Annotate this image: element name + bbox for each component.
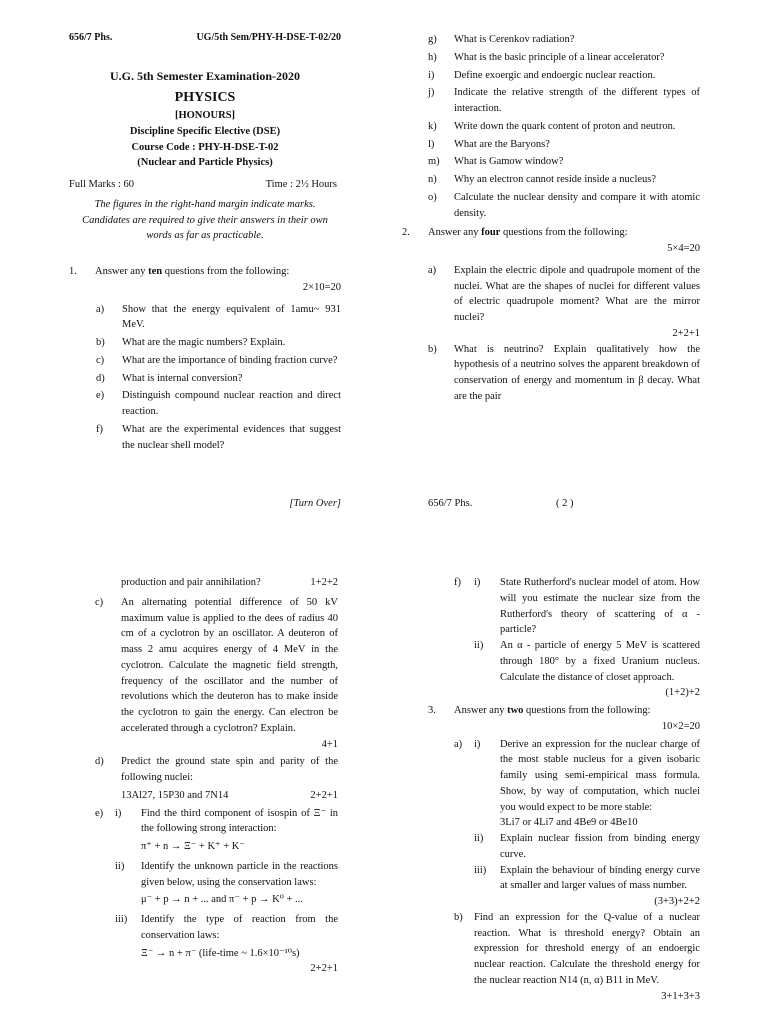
item-body (121, 754, 338, 803)
item-label: k) (428, 120, 437, 132)
question-instruction (454, 703, 700, 719)
item-body (121, 595, 338, 753)
question-2b-continued (95, 575, 338, 591)
list-item (428, 32, 700, 48)
question-1-items (96, 302, 341, 454)
item-label: m) (428, 156, 440, 168)
item-label: e) (95, 807, 104, 819)
item-marks: 2+2+1 (310, 963, 338, 975)
item-label: c) (96, 354, 105, 366)
item-marks: 4+1 (321, 738, 338, 750)
item-marks: 1+2+2 (310, 577, 338, 588)
item-text: Distinguish compound nuclear reaction and direct reaction. (122, 390, 341, 417)
item-label: i) (428, 69, 435, 81)
exam-title: U.G. 5th Semester Examination-2020 (109, 69, 301, 83)
question-2 (402, 225, 700, 241)
item-text: Define exoergic and endoergic nuclear reaction. (454, 69, 656, 81)
item-label: d) (95, 756, 104, 768)
sub-item-label: ii) (474, 640, 484, 651)
question-2b (428, 342, 700, 405)
sub-item-body (141, 912, 338, 977)
sub-item-body (500, 638, 700, 701)
sub-item-label: i) (474, 738, 481, 750)
question-2d (95, 754, 338, 803)
item-label: f) (454, 577, 461, 588)
item-text: Predict the ground state spin and parity of the following nuclei: (121, 756, 338, 783)
item-label: d) (96, 372, 105, 384)
sub-item-text: State Rutherford's nuclear model of atom. How will you estimate the nuclear size from the Rutherford's theory of scattering of α - particle? (500, 577, 700, 636)
sub-item-text: Find the third component of isospin of Ξ⁻ in the following strong interaction: (141, 807, 338, 835)
question-number: 2. (402, 227, 410, 239)
item-text: What is Cerenkov radiation? (454, 34, 575, 45)
sub-item (115, 806, 338, 859)
sub-item-body (141, 806, 338, 859)
question-marks: 5×4=20 (667, 243, 700, 254)
item-text: Find an expression for the Q-value of a nuclear reaction. What is threshold energy? Obtain an expression for threshold energy of an endoergic nuclear reaction. Calculate the threshold energy for the nuclear reaction N14 (n, α) B11 in MeV. (474, 911, 700, 986)
paper-code: 656/7 Phs. (69, 32, 113, 43)
list-item (96, 388, 341, 420)
item-text: What are the Baryons? (454, 138, 550, 150)
sub-item-label: iii) (115, 914, 128, 925)
course-ref: UG/5th Sem/PHY-H-DSE-T-02/20 (196, 32, 341, 43)
equation: Ξ⁻ → n + π⁻ (life-time ~ 1.6×10⁻¹⁰s) (141, 947, 300, 959)
item-text: production and pair annihilation? (121, 577, 261, 588)
sub-item-label: ii) (115, 860, 125, 872)
item-label: b) (454, 911, 463, 923)
sub-item-body (500, 863, 700, 910)
sub-item (474, 638, 700, 701)
list-item (428, 154, 700, 170)
list-item (428, 85, 700, 117)
item-text: Write down the quark content of proton and neutron. (454, 120, 676, 132)
sub-item-label: i) (115, 807, 122, 819)
item-marks: (1+2)+2 (665, 687, 700, 699)
question-3a (428, 737, 700, 910)
item-marks: 3+1+3+3 (661, 990, 700, 1002)
item-label: n) (428, 174, 437, 185)
page-1-header (69, 30, 341, 45)
sub-item (474, 831, 700, 863)
instruction-text-end: questions from the following: (523, 705, 651, 716)
question-number: 1. (69, 266, 77, 277)
instruction-text: Answer any (95, 266, 149, 277)
item-text: Calculate the nuclear density and compare it with atomic density. (454, 191, 700, 219)
question-3b (428, 910, 700, 1005)
equation: μ⁻ + p → n + ... and π⁻ + p → K⁰ + ... (141, 894, 303, 906)
instruction-count: ten (148, 266, 163, 277)
item-marks: 2+2+1 (310, 789, 338, 801)
question-number: 3. (428, 705, 436, 716)
list-item (428, 172, 700, 188)
question-3 (428, 703, 700, 719)
question-2a (428, 263, 700, 342)
item-text: What are the experimental evidences that suggest the nuclear shell model? (122, 423, 341, 451)
page-2 (402, 32, 700, 509)
item-text: Show that the energy equivalent of 1amu~ 931 MeV. (122, 303, 341, 331)
sub-item-text: Identify the unknown particle in the reactions given below, using the conservation laws: (141, 860, 338, 888)
turn-over: [Turn Over] (289, 498, 341, 509)
item-text: Why an electron cannot reside inside a nucleus? (454, 174, 657, 185)
question-2c (95, 595, 338, 753)
question-2f (428, 575, 700, 701)
page-1 (69, 30, 341, 509)
time-allowed: Time : 2½ Hours (265, 179, 337, 190)
sub-item-text: Explain the behaviour of binding energy curve at smaller and larger values of mass number. (500, 864, 700, 892)
list-item (96, 335, 341, 351)
item-text: What are the magic numbers? Explain. (122, 337, 286, 348)
item-label: c) (95, 596, 104, 608)
item-label: h) (428, 51, 437, 63)
sub-item-label: iii) (474, 864, 487, 876)
question-instruction (95, 264, 341, 280)
item-text: What is neutrino? Explain qualitatively how the hypothesis of a neutrino solves the apparent breakdown of conservation of energy and momentum in β decay. What are the pair (454, 343, 700, 402)
sub-item-text: Explain nuclear fission from binding energy curve. (500, 833, 700, 860)
item-label: j) (428, 87, 435, 99)
list-item (96, 353, 341, 369)
item-text: Indicate the relative strength of the different types of interaction. (454, 87, 700, 114)
page-4 (428, 575, 700, 1004)
item-body (474, 575, 700, 701)
instruction-count: two (507, 705, 524, 716)
nuclei-row (121, 788, 338, 804)
sub-item (115, 859, 338, 912)
item-label: l) (428, 138, 435, 150)
instruction-count: four (481, 227, 501, 239)
sub-item (474, 575, 700, 638)
item-label: o) (428, 191, 437, 203)
sub-item-label: ii) (474, 833, 484, 844)
item-text: What is the basic principle of a linear accelerator? (454, 51, 665, 63)
sub-item (474, 737, 700, 832)
item-body (115, 806, 338, 978)
item-text: What are the importance of binding fraction curve? (122, 354, 338, 366)
sub-item-text: Derive an expression for the nuclear charge of the most stable nucleus for a given isobaric family using semi-empirical mass formula. Show, by way of computation, which nuclei you would expect to be more stable: (500, 738, 700, 813)
page-3 (95, 575, 338, 977)
sub-item (115, 912, 338, 977)
page-2-footer (428, 496, 700, 512)
list-item (428, 50, 700, 66)
sub-item-text: Identify the type of reaction from the conservation laws: (141, 914, 338, 941)
subject-title: PHYSICS (174, 90, 236, 105)
instruction-text: Answer any (428, 227, 482, 239)
full-marks: Full Marks : 60 (69, 179, 135, 190)
instruction-text: Answer any (454, 705, 508, 716)
item-label: a) (428, 264, 437, 276)
item-label: b) (96, 337, 105, 348)
instruction-text-end: questions from the following: (162, 266, 290, 277)
sub-item (474, 863, 700, 910)
item-text: What is internal conversion? (122, 372, 243, 384)
item-marks: (3+3)+2+2 (654, 896, 700, 907)
item-text: What is Gamow window? (454, 156, 564, 168)
item-body (454, 263, 700, 342)
equation: π⁺ + n → Ξ⁻ + K⁺ + K⁻ (141, 841, 245, 852)
item-label: a) (96, 303, 105, 315)
list-item (428, 119, 700, 135)
item-text: Explain the electric dipole and quadrupole moment of the nuclei. What are the shapes of nuclei for different values of electric quadrupole moment? What are the mirror nuclei? (454, 264, 700, 323)
list-item (96, 302, 341, 334)
sub-item-body (500, 737, 700, 832)
nuclei-list: 13Al27, 15P30 and 7N14 (121, 789, 229, 801)
list-item (96, 422, 341, 454)
question-marks: 2×10=20 (302, 281, 341, 293)
item-label: a) (454, 738, 463, 750)
page-number: ( 2 ) (556, 498, 574, 509)
question-2e (95, 806, 338, 978)
item-body (474, 910, 700, 1005)
sub-item-body (141, 859, 338, 912)
item-label: e) (96, 390, 105, 402)
item-text: An alternating potential difference of 50 kV maximum value is applied to the dees of radius 40 cm of a cyclotron by an oscillator. A deuteron of mass 2 amu acquires energy of 4 MeV in the cyclotron. Calculate the magnetic field strength, frequency of the oscillator and the number of revolutions which the deuteron has to make inside the cyclotron to gain the energy. Can electron be accelerated through a cyclotron? Explain. (121, 596, 338, 734)
item-label: g) (428, 34, 437, 45)
course-code: Course Code : PHY-H-DSE-T-02 (131, 141, 279, 153)
sub-item-label: i) (474, 577, 481, 588)
question-instruction (428, 225, 700, 241)
item-body (474, 737, 700, 910)
dse-label: Discipline Specific Elective (DSE) (129, 125, 281, 137)
item-label: b) (428, 343, 437, 355)
question-marks: 10×2=20 (661, 720, 700, 732)
list-item (96, 371, 341, 387)
instruction-text-end: questions from the following: (500, 227, 628, 239)
question-1 (69, 264, 341, 280)
list-item (428, 190, 700, 222)
list-item (428, 137, 700, 153)
item-marks: 2+2+1 (672, 327, 700, 339)
course-name: (Nuclear and Particle Physics) (137, 157, 273, 169)
item-label: f) (96, 423, 103, 435)
paper-code: 656/7 Phs. (428, 498, 473, 509)
marks-time-row (69, 177, 341, 193)
honours-label: [HONOURS] (174, 110, 236, 121)
instructions: The figures in the right-hand margin indicate marks. Candidates are required to give their answers in their own words as far as practicable. (82, 198, 328, 242)
sub-item-text: An α - particle of energy 5 MeV is scattered through 180° by a fixed Uranium nucleus. Calculate the distance of closet approach. (500, 640, 700, 683)
list-item (428, 68, 700, 84)
nuclei-list: 3Li7 or 4Li7 and 4Be9 or 4Be10 (500, 817, 638, 829)
question-1-items-continued (428, 32, 700, 221)
